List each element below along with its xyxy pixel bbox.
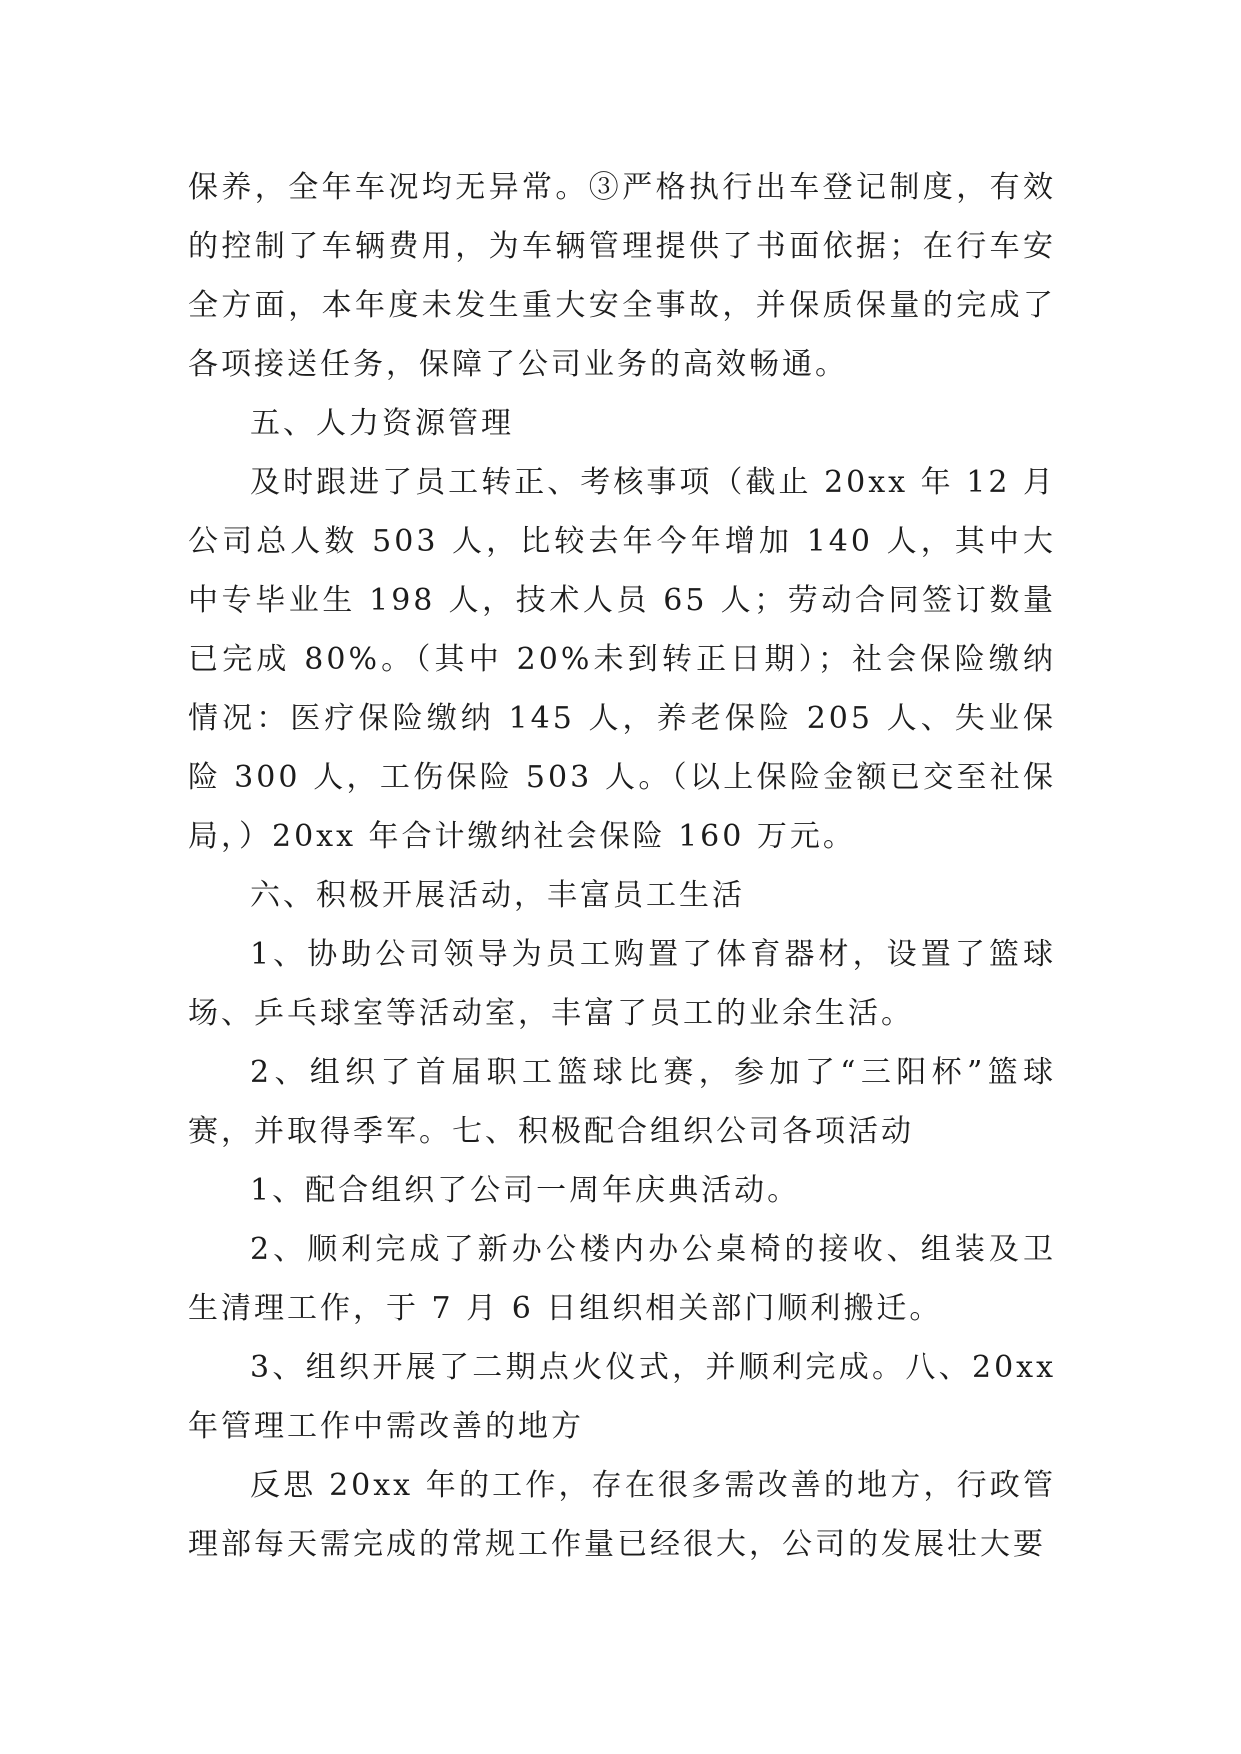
paragraph-sports-equipment: 1、协助公司领导为员工购置了体育器材，设置了篮球场、乒乓球室等活动室，丰富了员工的业余生活。 <box>188 937 1056 1031</box>
paragraph-office-relocation: 2、顺利完成了新办公楼内办公桌椅的接收、组装及卫生清理工作，于 7 月 6 日组织相关部门顺利搬迁。 <box>188 1232 1056 1326</box>
section-heading-employee-activities: 六、积极开展活动，丰富员工生活 <box>250 878 745 913</box>
paragraph-basketball-match: 2、组织了首届职工篮球比赛，参加了“三阳杯”篮球赛，并取得季军。七、积极配合组织公司各项活动 <box>188 1055 1056 1149</box>
section-heading-human-resources: 五、人力资源管理 <box>250 406 514 441</box>
paragraph-reflection: 反思 20xx 年的工作，存在很多需改善的地方，行政管理部每天需完成的常规工作量已经很大，公司的发展壮大要 <box>188 1468 1056 1562</box>
paragraph-vehicle-management-continued: 保养，全年车况均无异常。③严格执行出车登记制度，有效的控制了车辆费用，为车辆管理提供了书面依据；在行车安全方面，本年度未发生重大安全事故，并保质保量的完成了各项接送任务，保障了公司业务的高效畅通。 <box>188 170 1056 382</box>
paragraph-anniversary: 1、配合组织了公司一周年庆典活动。 <box>250 1173 801 1208</box>
paragraph-human-resources: 及时跟进了员工转正、考核事项（截止 20xx 年 12 月公司总人数 503 人，比较去年今年增加 140 人，其中大中专毕业生 198 人，技术人员 65 人；劳动合同签订数量已完成 80%。（其中 20%未到转正日期）；社会保险缴纳情况：医疗保险缴纳 145 人，养老保险 205 人、失业保险 300 人，工伤保险 503 人。（以上保险金额已交至社保局，）20xx 年合计缴纳社会保险 160 万元。 <box>188 465 1056 854</box>
paragraph-ignition-ceremony: 3、组织开展了二期点火仪式，并顺利完成。八、20xx 年管理工作中需改善的地方 <box>188 1350 1056 1444</box>
document-body <box>188 158 1056 1574</box>
